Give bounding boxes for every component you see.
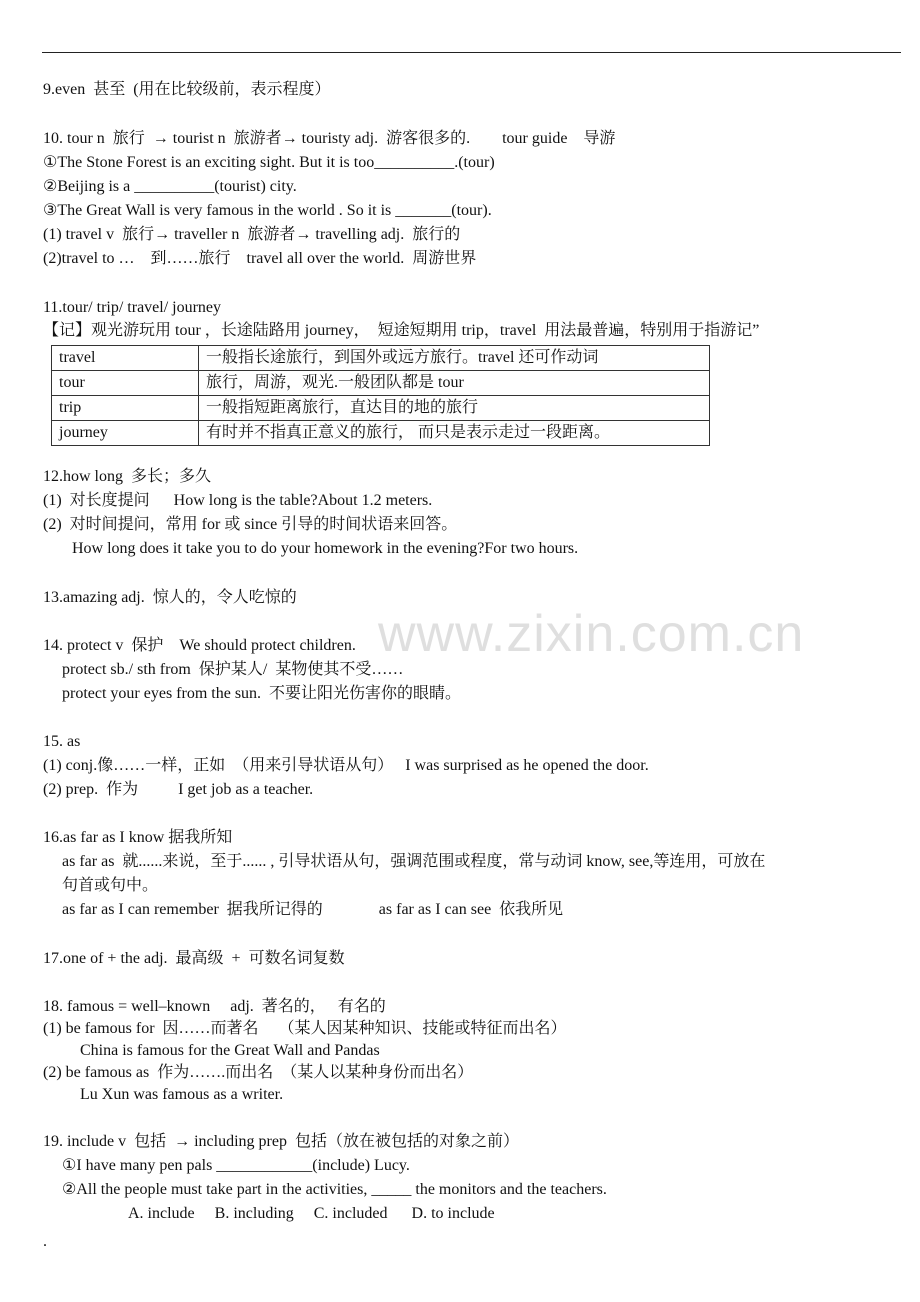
item-18-line-2: China is famous for the Great Wall and Pandas bbox=[80, 1042, 380, 1059]
item-16-line-3: as far as I can remember 据我所记得的 as far as I can see 依我所见 bbox=[62, 901, 564, 918]
travel-words-table bbox=[51, 345, 710, 446]
table-row bbox=[52, 421, 710, 446]
header-rule bbox=[42, 52, 901, 53]
item-16-line-2: 句首或句中。 bbox=[62, 877, 159, 894]
table-cell-meaning: 一般指短距离旅行，直达目的地的旅行 bbox=[199, 396, 710, 421]
item-17-title: 17.one of + the adj. 最高级 + 可数名词复数 bbox=[43, 950, 345, 967]
item-12-line-2: (2) 对时间提问，常用 for 或 since 引导的时间状语来回答。 bbox=[43, 516, 458, 533]
item-12-line-1: (1) 对长度提问 How long is the table?About 1.2 meters. bbox=[43, 492, 433, 509]
table-cell-word: travel bbox=[52, 346, 199, 371]
item-19-question-2: ②All the people must take part in the activities, _____ the monitors and the teachers. bbox=[62, 1181, 607, 1198]
end-mark: . bbox=[43, 1233, 47, 1250]
item-9-title: 9.even 甚至 (用在比较级前，表示程度） bbox=[43, 81, 331, 98]
item-11-title: 11.tour/ trip/ travel/ journey bbox=[43, 299, 222, 316]
item-19-question-1: ①I have many pen pals ____________(include) Lucy. bbox=[62, 1157, 410, 1174]
item-10-question-1: ①The Stone Forest is an exciting sight. But it is too__________.(tour) bbox=[43, 154, 495, 171]
item-15-line-1: (1) conj.像……一样，正如 （用来引导状语从句） I was surprised as he opened the door. bbox=[43, 757, 649, 774]
table-cell-word: tour bbox=[52, 371, 199, 396]
item-12-line-3: How long does it take you to do your homework in the evening?For two hours. bbox=[72, 540, 579, 557]
item-15-title: 15. as bbox=[43, 733, 81, 750]
table-cell-meaning: 旅行，周游，观光.一般团队都是 tour bbox=[199, 371, 710, 396]
item-19-options: A. include B. including C. included D. to include bbox=[128, 1205, 495, 1222]
item-19-title: 19. include v 包括 → including prep 包括（放在被包括的对象之前） bbox=[43, 1133, 519, 1150]
item-15-line-2: (2) prep. 作为 I get job as a teacher. bbox=[43, 781, 314, 798]
item-10-question-2: ②Beijing is a __________(tourist) city. bbox=[43, 178, 297, 195]
item-10-question-3: ③The Great Wall is very famous in the world . So it is _______(tour). bbox=[43, 202, 492, 219]
item-18-title: 18. famous = well–known adj. 著名的， 有名的 bbox=[43, 998, 386, 1015]
table-cell-meaning: 一般指长途旅行，到国外或远方旅行。travel 还可作动词 bbox=[199, 346, 710, 371]
item-10-title: 10. tour n 旅行 → tourist n 旅游者→ touristy adj. 游客很多的. tour guide 导游 bbox=[43, 130, 616, 147]
item-18-line-3: (2) be famous as 作为…….而出名 （某人以某种身份而出名） bbox=[43, 1064, 474, 1081]
item-16-line-1: as far as 就......来说，至于...... , 引导状语从句，强调范围或程度，常与动词 know, see,等连用，可放在 bbox=[62, 853, 766, 870]
item-14-title: 14. protect v 保护 We should protect children. bbox=[43, 637, 356, 654]
item-18-line-1: (1) be famous for 因……而著名 （某人因某种知识、技能或特征而出名） bbox=[43, 1020, 567, 1037]
watermark: www.zixin.com.cn bbox=[378, 605, 805, 663]
item-12-title: 12.how long 多长；多久 bbox=[43, 468, 212, 485]
table-cell-meaning: 有时并不指真正意义的旅行， 而只是表示走过一段距离。 bbox=[199, 421, 710, 446]
item-14-line-2: protect your eyes from the sun. 不要让阳光伤害你的眼睛。 bbox=[62, 685, 462, 702]
table-row bbox=[52, 371, 710, 396]
item-11-memo: 【记】观光游玩用 tour ，长途陆路用 journey， 短途短期用 trip，travel 用法最普遍，特别用于指游记” bbox=[43, 322, 760, 339]
item-13-title: 13.amazing adj. 惊人的，令人吃惊的 bbox=[43, 589, 297, 606]
table-row bbox=[52, 396, 710, 421]
table-row bbox=[52, 346, 710, 371]
item-10-note-1: (1) travel v 旅行→ traveller n 旅游者→ travelling adj. 旅行的 bbox=[43, 226, 461, 243]
item-16-title: 16.as far as I know 据我所知 bbox=[43, 829, 233, 846]
item-18-line-4: Lu Xun was famous as a writer. bbox=[80, 1086, 284, 1103]
item-10-note-2: (2)travel to … 到……旅行 travel all over the world. 周游世界 bbox=[43, 250, 477, 267]
table-cell-word: trip bbox=[52, 396, 199, 421]
item-14-line-1: protect sb./ sth from 保护某人/ 某物使其不受…… bbox=[62, 661, 404, 678]
table-cell-word: journey bbox=[52, 421, 199, 446]
